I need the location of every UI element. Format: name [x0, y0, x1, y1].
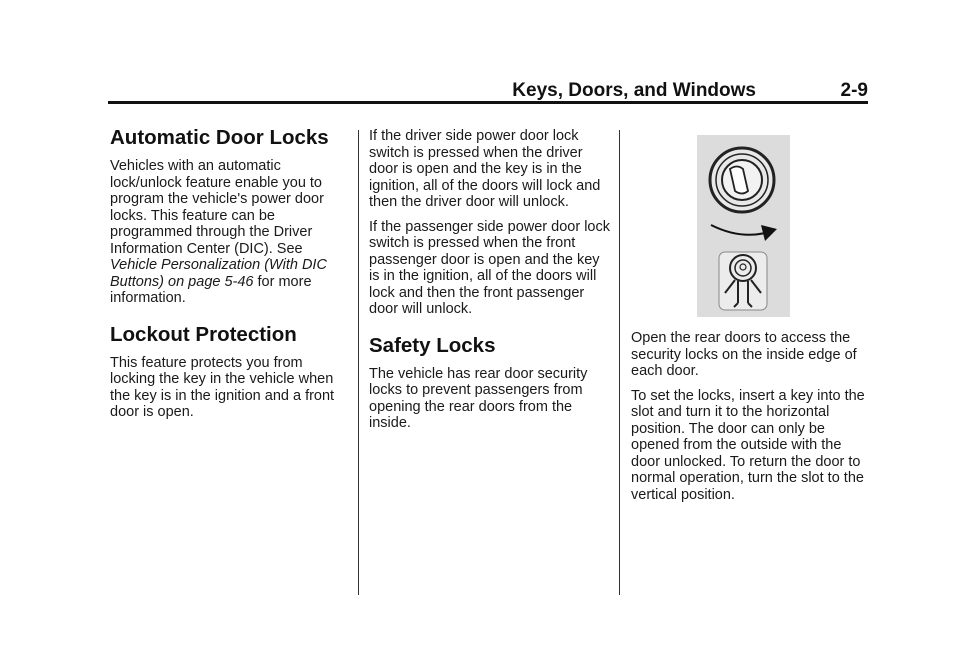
section-title: Keys, Doors, and Windows	[512, 80, 756, 101]
heading-safety-locks: Safety Locks	[369, 333, 496, 357]
cross-reference-link[interactable]: Vehicle Personalization (With DIC Buttons) on page 5‑46	[110, 257, 327, 290]
heading-automatic-door-locks: Automatic Door Locks	[110, 126, 329, 149]
paragraph-set-locks: To set the locks, insert a key into the slot and turn it to the horizontal position. The door can only be opened from the outside with the door unlocked. To return the door to normal operation, turn the slot to the vertical position.	[631, 387, 865, 503]
paragraph-text-end: for more information.	[110, 273, 312, 306]
safety-lock-illustration	[697, 135, 790, 317]
page-number: 2-9	[840, 80, 868, 101]
heading-lockout-protection: Lockout Protection	[110, 322, 297, 346]
child-lock-icon	[719, 252, 767, 310]
paragraph-safety-locks: The vehicle has rear door security locks to prevent passengers from opening the rear doors from the inside.	[369, 365, 588, 431]
paragraph-driver-switch: If the driver side power door lock switch is pressed when the driver door is open and the key is in the ignition, all of the doors will lock and then the driver door will unlock.	[369, 128, 601, 210]
column-2	[369, 128, 611, 440]
column-3	[631, 330, 869, 511]
paragraph-automatic-door-locks	[110, 158, 342, 307]
paragraph-access-locks: Open the rear doors to access the security locks on the inside edge of each door.	[631, 330, 857, 379]
column-divider	[619, 130, 620, 595]
page-header	[108, 76, 868, 104]
column-1	[110, 126, 342, 429]
turn-arrow-icon	[711, 225, 777, 241]
lock-slot-icon	[710, 148, 774, 212]
paragraph-lockout-protection: This feature protects you from locking the key in the vehicle when the key is in the ignition and a front door is open.	[110, 354, 335, 420]
paragraph-passenger-switch: If the passenger side power door lock switch is pressed when the front passenger door is open and the key is in the ignition, all of the doors will lock and then the front passenger door will unlock.	[369, 218, 610, 317]
column-divider	[358, 130, 359, 595]
paragraph-text: Vehicles with an automatic lock/unlock feature enable you to program the vehicle's power door locks. This feature can be programmed through the Driver Information Center (DIC). See	[110, 158, 324, 257]
